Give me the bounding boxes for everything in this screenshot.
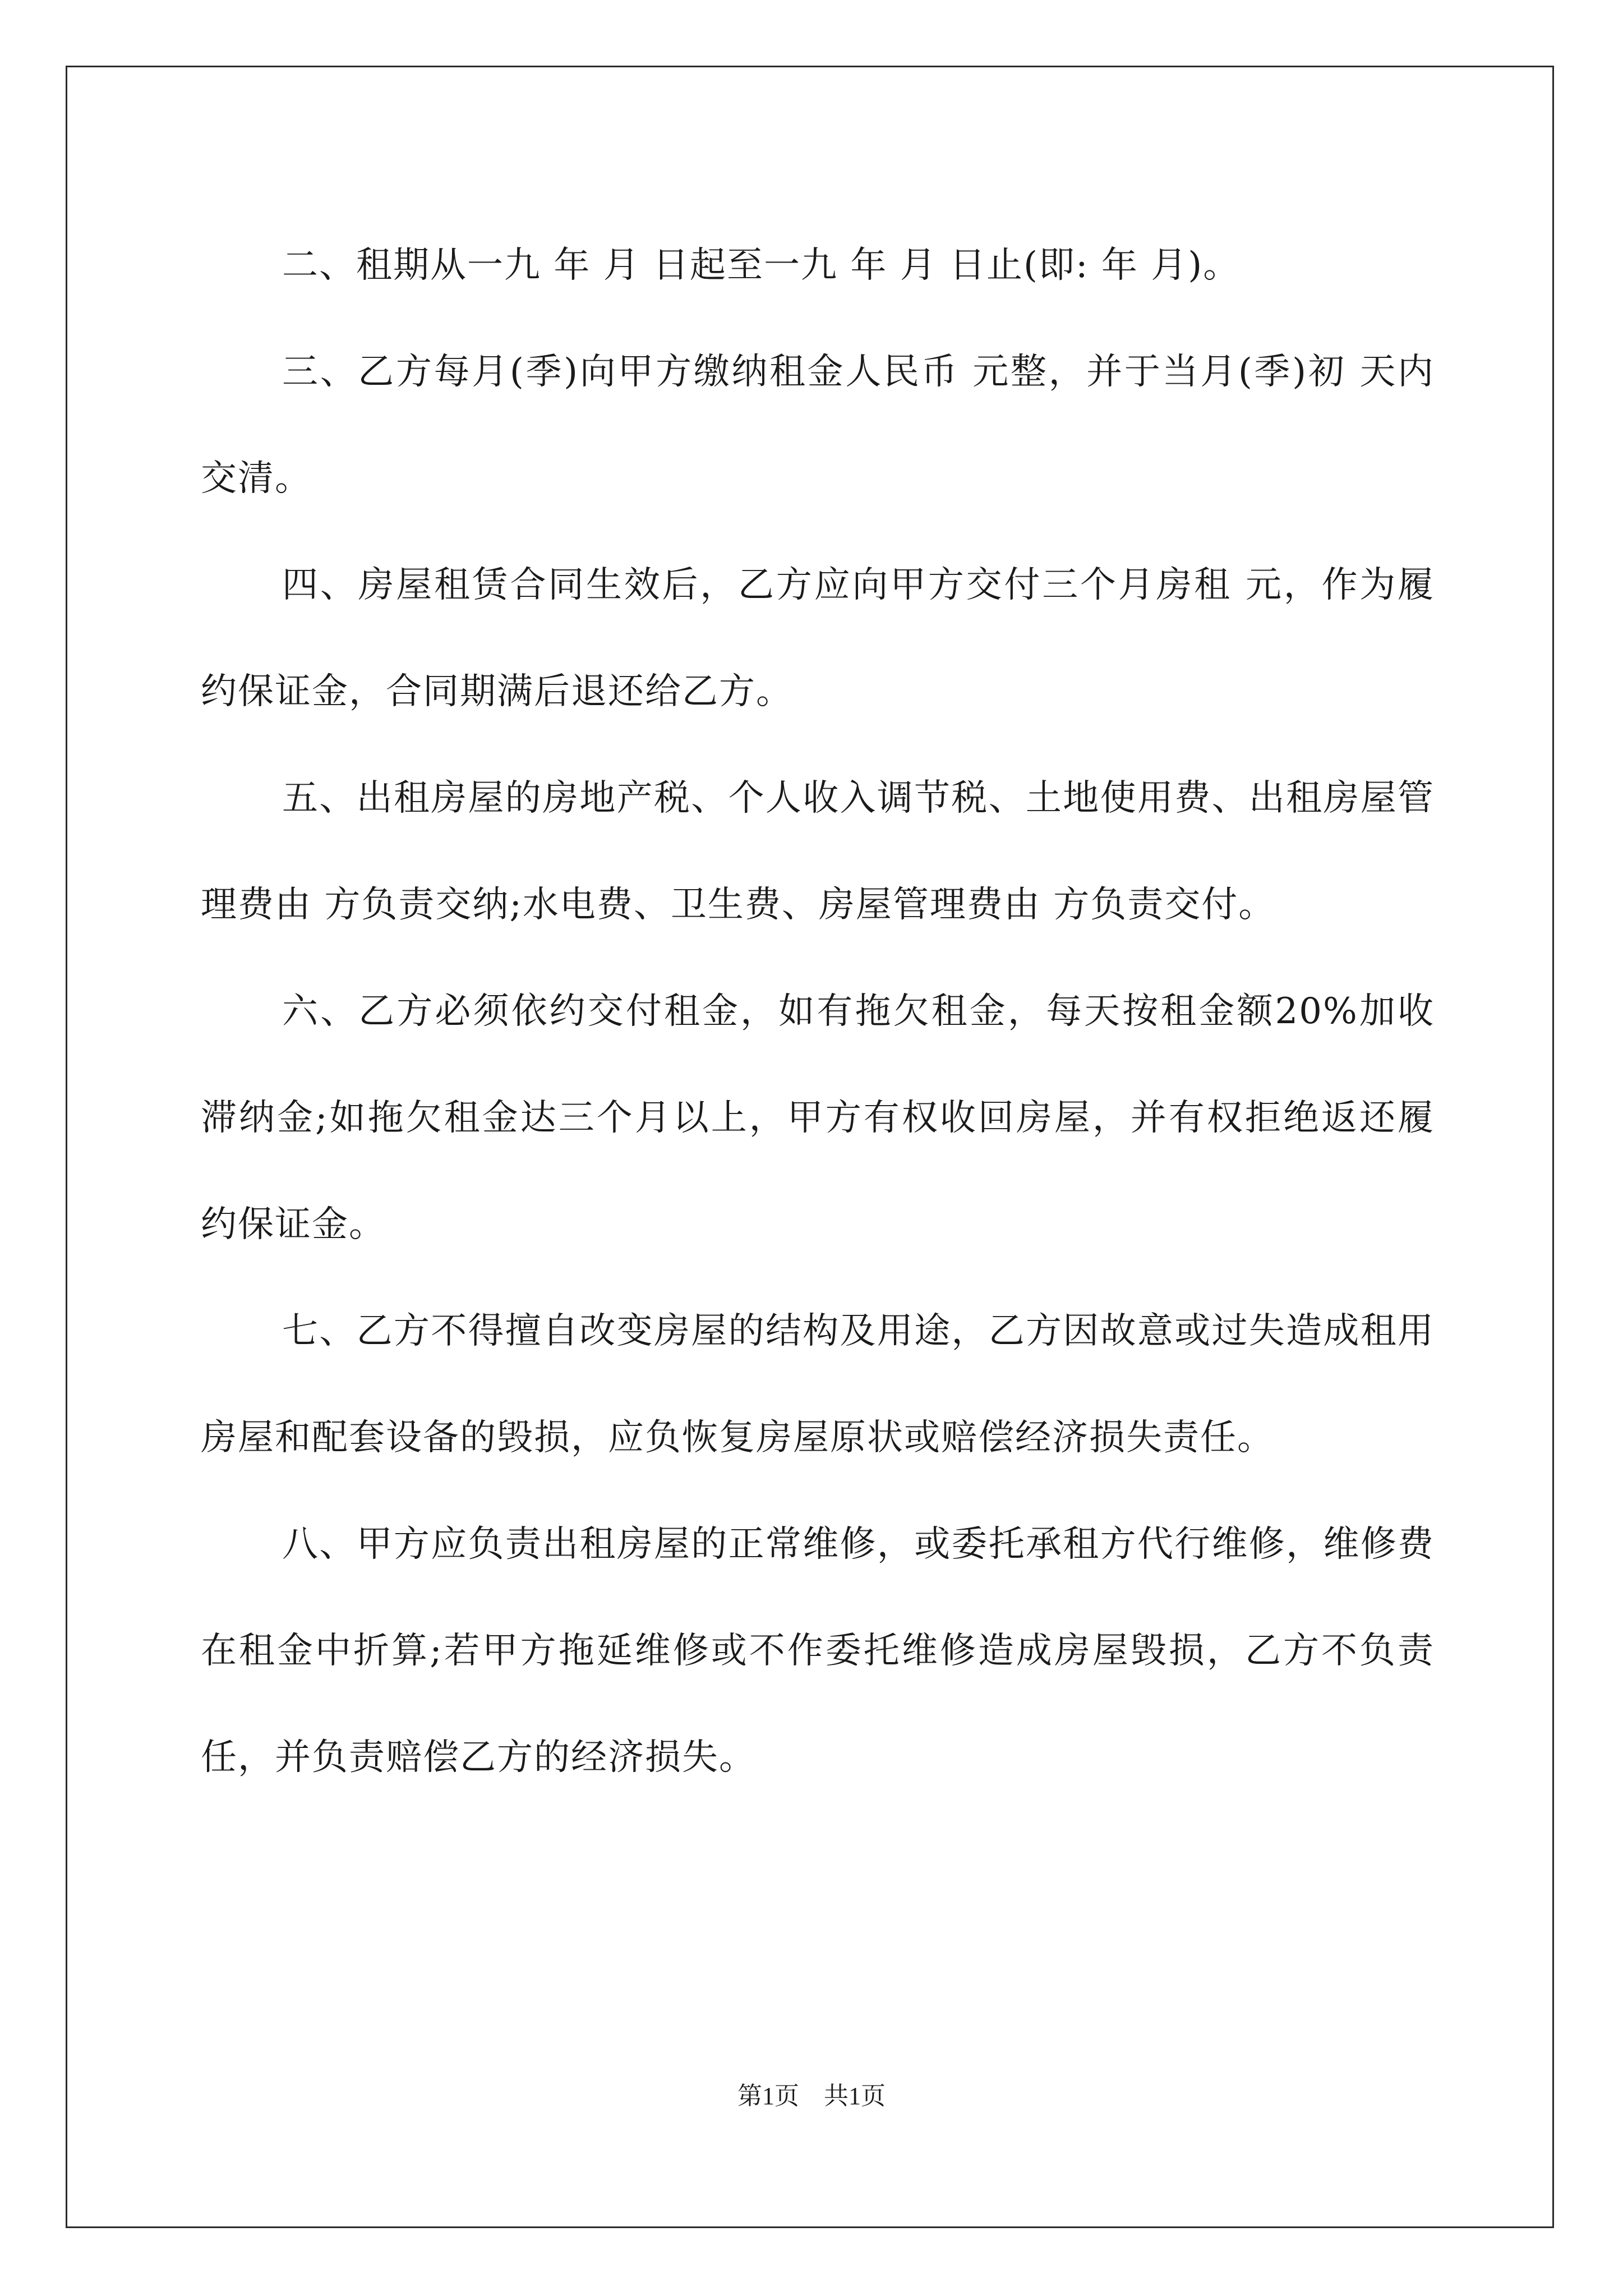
clause-2: 二、租期从一九 年 月 日起至一九 年 月 日止(即: 年 月)。 [282, 245, 1241, 286]
clause-6: 六、乙方必须依约交付租金，如有拖欠租金，每天按租金额20%加收滞纳金;如拖欠租金达三个月以上，甲方有权收回房屋，并有权拒绝返还履约保证金。 [201, 991, 1435, 1245]
clause-4: 四、房屋租赁合同生效后，乙方应向甲方交付三个月房租 元，作为履约保证金，合同期满后退还给乙方。 [201, 564, 1435, 712]
page-number-label: 第1页 共1页 [737, 2082, 886, 2110]
clause-3: 三、乙方每月(季)向甲方缴纳租金人民币 元整，并于当月(季)初 天内交清。 [201, 351, 1435, 499]
clause-7: 七、乙方不得擅自改变房屋的结构及用途，乙方因故意或过失造成租用房屋和配套设备的毁损，应负恢复房屋原状或赔偿经济损失责任。 [201, 1310, 1435, 1458]
document-body [201, 212, 1435, 1811]
clause-5: 五、出租房屋的房地产税、个人收入调节税、土地使用费、出租房屋管理费由 方负责交纳;水电费、卫生费、房屋管理费由 方负责交付。 [201, 777, 1435, 926]
clause-8: 八、甲方应负责出租房屋的正常维修，或委托承租方代行维修，维修费在租金中折算;若甲方拖延维修或不作委托维修造成房屋毁损，乙方不负责任，并负责赔偿乙方的经济损失。 [201, 1524, 1435, 1778]
page-footer [0, 2076, 1623, 2111]
